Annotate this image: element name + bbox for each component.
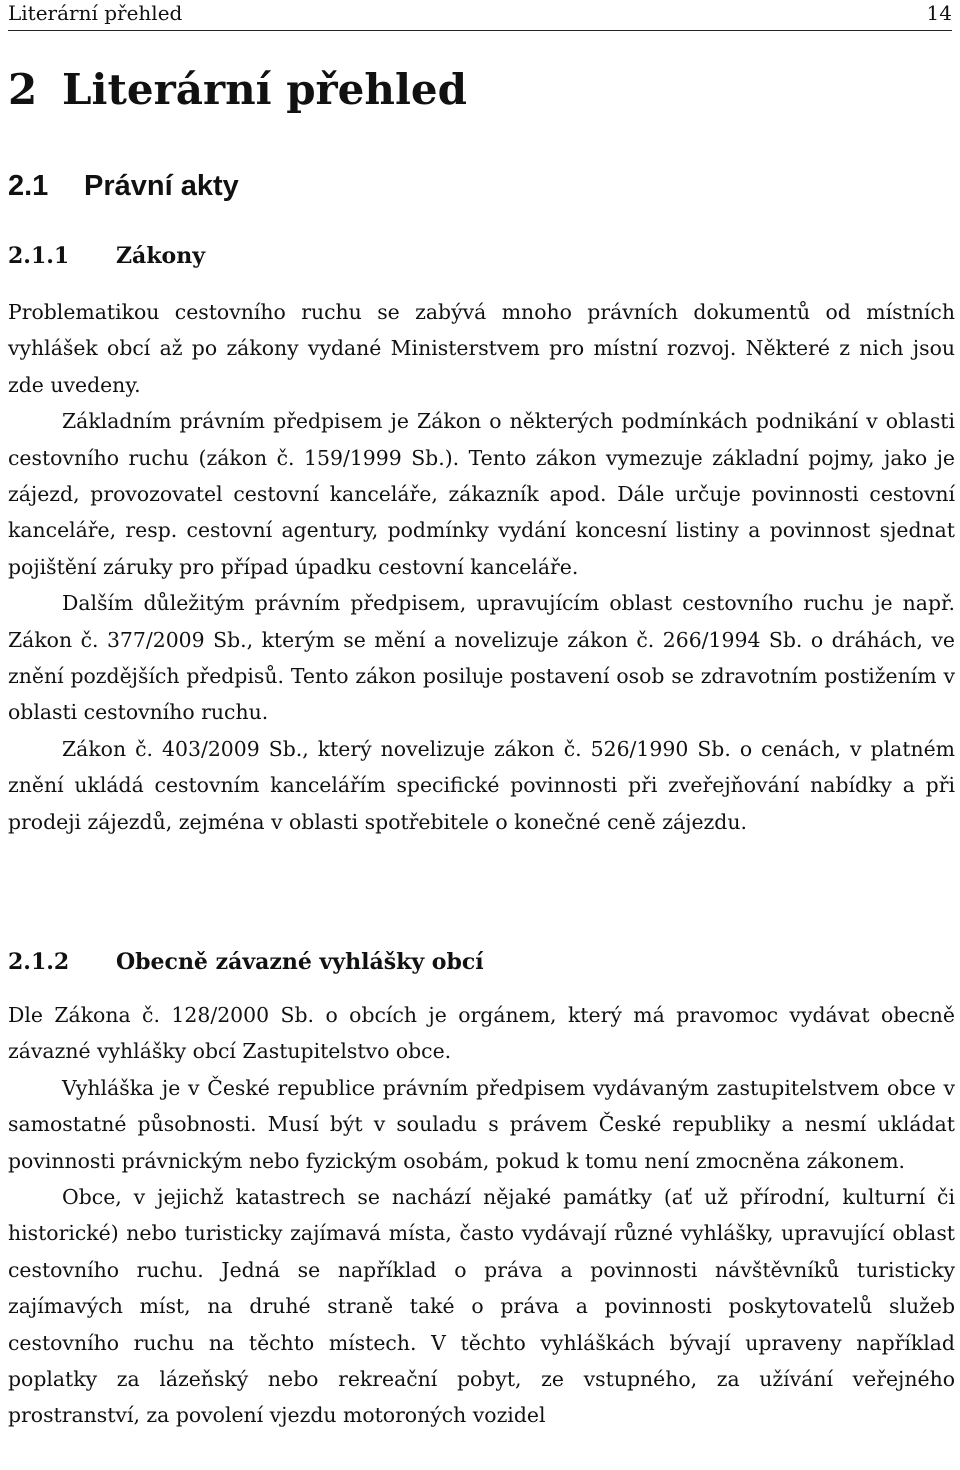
subsection-title: Obecně závazné vyhlášky obcí — [116, 949, 484, 975]
page-number: 14 — [926, 1, 952, 25]
paragraph: Problematikou cestovního ruchu se zabývá mnoho právních dokumentů od místních vyhlášek obcí až po zákony vydané Ministerstvem pro místní rozvoj. Některé z nich jsou zde uvedeny. — [8, 300, 955, 397]
paragraph: Vyhláška je v České republice právním předpisem vydávaným zastupitelstvem obce v samostatné působnosti. Musí být v souladu s právem České republiky a nesmí ukládat povinnosti právnickým nebo fyzickým osobám, pokud k tomu není zmocněna zákonem. — [8, 1075, 955, 1173]
chapter-number: 2 — [8, 65, 38, 114]
paragraph: Obce, v jejichž katastrech se nachází nějaké památky (ať už přírodní, kulturní či historické) nebo turisticky zajímavá místa, často vydávají různé vyhlášky, upravující oblast cestovního ruchu. Jedná se například o práva a povinnosti návštěvníků turisticky zajímavých míst, na druhé straně také o práva a povinnosti poskytovatelů služeb cestovního ruchu na těchto místech. V těchto vyhláškách bývají upraveny například poplatky za lázeňský nebo rekreační pobyt, ze vstupného, za užívání veřejného prostranství, za povolení vjezdu motoroných vozidel — [8, 1185, 955, 1428]
running-header — [8, 0, 952, 31]
subsection-body-vyhlasky — [8, 997, 955, 1434]
paragraph: Dle Zákona č. 128/2000 Sb. o obcích je orgánem, který má pravomoc vydávat obecně závazné vyhlášky obcí Zastupitelstvo obce. — [8, 1003, 955, 1064]
paragraph: Zákon č. 403/2009 Sb., který novelizuje zákon č. 526/1990 Sb. o cenách, v platném znění ukládá cestovním kancelářím specifické povinnosti při zveřejňování nabídky a při prodeji zájezdů, zejména v oblasti spotřebitele o konečné ceně zájezdu. — [8, 736, 955, 834]
subsection-heading-vyhlasky — [8, 946, 484, 978]
subsection-title: Zákony — [116, 243, 206, 269]
subsection-number: 2.1.1 — [8, 243, 70, 269]
chapter-title: Literární přehled — [62, 65, 467, 114]
paragraph: Základním právním předpisem je Zákon o některých podmínkách podnikání v oblasti cestovního ruchu (zákon č. 159/1999 Sb.). Tento zákon vymezuje základní pojmy, jako je zájezd, provozovatel cestovní kanceláře, zákazník apod. Dále určuje povinnosti cestovní kanceláře, resp. cestovní agentury, podmínky vydání koncesní listiny a povinnost sjednat pojištění záruky pro případ úpadku cestovní kanceláře. — [8, 409, 955, 579]
subsection-heading-zakony — [8, 240, 205, 272]
subsection-body-zakony — [8, 294, 955, 840]
subsection-number: 2.1.2 — [8, 949, 70, 975]
running-header-title: Literární přehled — [8, 1, 183, 25]
section-heading — [8, 166, 239, 206]
paragraph: Dalším důležitým právním předpisem, upravujícím oblast cestovního ruchu je např. Zákon č. 377/2009 Sb., kterým se mění a novelizuje zákon č. 266/1994 Sb. o dráhách, ve znění pozdějších předpisů. Tento zákon posiluje postavení osob se zdravotním postižením v oblasti cestovního ruchu. — [8, 591, 955, 725]
section-number: 2.1 — [8, 170, 49, 202]
section-title: Právní akty — [84, 170, 239, 202]
chapter-heading — [8, 62, 467, 118]
